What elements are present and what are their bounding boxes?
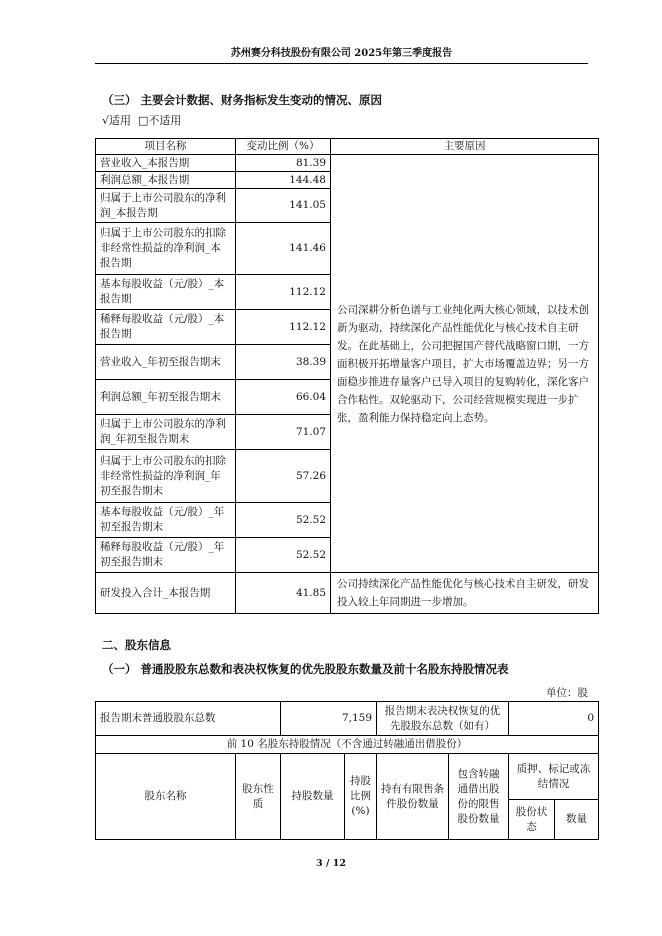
shareholder-table — [95, 701, 599, 840]
applicability-line — [102, 112, 181, 128]
col-pledge: 质押、标记或冻结情况 — [509, 754, 599, 800]
row-ratio: 66.04 — [236, 380, 331, 415]
preferred-shareholders-value: 0 — [509, 702, 599, 736]
row-item: 归属于上市公司股东的净利润_年初至报告期末 — [96, 415, 236, 450]
row-item: 归属于上市公司股东的净利润_本报告期 — [96, 189, 236, 223]
row-item: 稀释每股收益（元/股）_年初至报告期末 — [96, 538, 236, 573]
row-ratio: 71.07 — [236, 415, 331, 450]
total-shareholders-label: 报告期末普通股股东总数 — [96, 702, 281, 736]
row-ratio: 141.05 — [236, 189, 331, 223]
preferred-shareholders-label: 报告期末表决权恢复的优先股股东总数（如有） — [377, 702, 509, 736]
header-ratio: 变动比例（%） — [236, 139, 331, 155]
rd-row-item: 研发投入合计_本报告期 — [96, 573, 236, 614]
report-header: 苏州赛分科技股份有限公司 2025年第三季度报告 — [95, 44, 588, 64]
row-ratio: 52.52 — [236, 503, 331, 538]
row-item: 营业收入_本报告期 — [96, 155, 236, 172]
empty-checkbox-icon: □ — [138, 114, 149, 127]
shareholders-title: 二、股东信息 — [102, 638, 171, 652]
row-item: 利润总额_本报告期 — [96, 172, 236, 189]
header-item: 项目名称 — [96, 139, 236, 155]
col-pledge-status: 股份状态 — [509, 800, 555, 840]
row-ratio: 81.39 — [236, 155, 331, 172]
col-pledge-qty: 数量 — [555, 800, 599, 840]
row-item: 营业收入_年初至报告期末 — [96, 345, 236, 380]
header-reason: 主要原因 — [331, 139, 599, 155]
total-shareholders-value: 7,159 — [281, 702, 377, 736]
unit-label: 单位：股 — [546, 687, 588, 699]
check-mark-icon: √ — [102, 114, 110, 127]
row-item: 归属于上市公司股东的扣除非经常性损益的净利润_本报告期 — [96, 223, 236, 275]
row-ratio: 57.26 — [236, 450, 331, 503]
row-item: 基本每股收益（元/股）_本报告期 — [96, 275, 236, 310]
col-name: 股东名称 — [96, 754, 236, 840]
applicable-label: 适用 — [109, 114, 132, 127]
col-lending: 包含转融通借出股份的限售股份数量 — [449, 754, 509, 840]
row-ratio: 38.39 — [236, 345, 331, 380]
not-applicable-label: 不适用 — [148, 114, 182, 127]
row-item: 稀释每股收益（元/股）_本报告期 — [96, 310, 236, 345]
row-item: 基本每股收益（元/股）_年初至报告期末 — [96, 503, 236, 538]
row-ratio: 144.48 — [236, 172, 331, 189]
rd-row-ratio: 41.85 — [236, 573, 331, 614]
row-ratio: 52.52 — [236, 538, 331, 573]
col-ratio: 持股比例(%) — [345, 754, 377, 840]
row-ratio: 141.46 — [236, 223, 331, 275]
shareholders-subtitle: （一） 普通股股东总数和表决权恢复的优先股股东数量及前十名股东持股情况表 — [102, 662, 509, 676]
col-quantity: 持股数量 — [281, 754, 345, 840]
row-item: 利润总额_年初至报告期末 — [96, 380, 236, 415]
row-ratio: 112.12 — [236, 310, 331, 345]
merged-reason: 公司深耕分析色谱与工业纯化两大核心领域，以技术创新为驱动，持续深化产品性能优化与核心技术自主研发。在此基础上，公司把握国产替代战略窗口期，一方面积极开拓增量客户项目，扩大市场覆盖边界；另一方面稳步推进存量客户已导入项目的复购转化，深化客户合作粘性。双轮驱动下，公司经营规模实现进一步扩张，盈利能力保持稳定向上态势。 — [331, 155, 599, 573]
rd-row-reason: 公司持续深化产品性能优化与核心技术自主研发，研发投入较上年同期进一步增加。 — [331, 573, 599, 614]
col-restricted: 持有有限售条件股份数量 — [377, 754, 449, 840]
col-nature: 股东性质 — [236, 754, 281, 840]
section-3-title: （三） 主要会计数据、财务指标发生变动的情况、原因 — [102, 93, 383, 107]
row-item: 归属于上市公司股东的扣除非经常性损益的净利润_年初至报告期末 — [96, 450, 236, 503]
change-table — [95, 138, 599, 614]
top10-title: 前 10 名股东持股情况（不含通过转融通出借股份） — [96, 736, 599, 754]
page-number: 3 / 12 — [316, 858, 346, 869]
row-ratio: 112.12 — [236, 275, 331, 310]
